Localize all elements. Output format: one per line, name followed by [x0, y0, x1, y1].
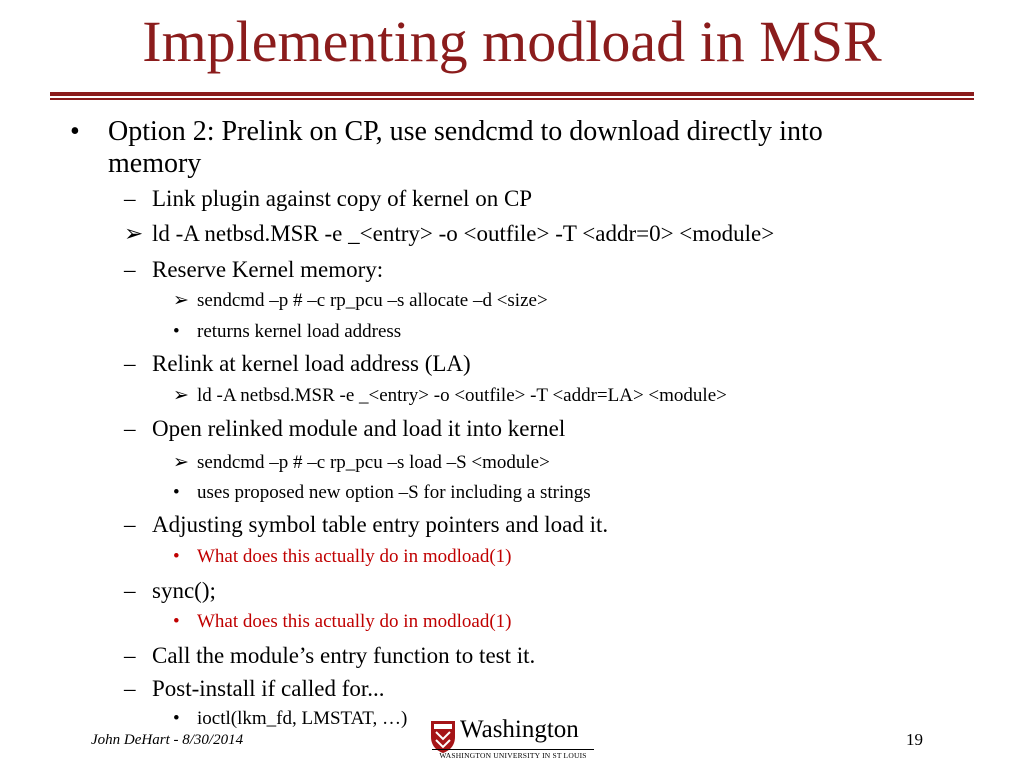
bullet-text: Reserve Kernel memory:	[152, 257, 384, 282]
bullet-link-plugin	[124, 184, 533, 213]
washington-university-logo	[430, 718, 594, 762]
bullet-question-2	[173, 609, 512, 635]
bullet-returns-address	[173, 319, 402, 345]
page-number: 19	[906, 730, 923, 749]
bullet-text: uses proposed new option –S for including a strings	[197, 482, 591, 503]
bullet-open-relinked	[124, 414, 566, 443]
bullet-adjust-symbols	[124, 510, 609, 539]
arrow-marker: ➢	[173, 290, 189, 311]
bullet-text-line-2: memory	[108, 148, 202, 179]
bullet-text: sync();	[152, 578, 216, 603]
bullet-option-2	[70, 116, 823, 180]
bullet-text: Open relinked module and load it into kernel	[152, 416, 566, 441]
dash-marker: –	[124, 351, 136, 376]
bullet-text: sendcmd –p # –c rp_pcu –s load –S <module>	[197, 452, 550, 473]
bullet-post-install	[124, 674, 385, 703]
footer-author: John DeHart - 8/30/2014	[91, 732, 244, 748]
bullet-text: What does this actually do in modload(1)	[197, 546, 512, 567]
dash-marker: –	[124, 676, 136, 701]
bullet-text: ioctl(lkm_fd, LMSTAT, …)	[197, 708, 408, 729]
bullet-marker: •	[173, 546, 180, 567]
dash-marker: –	[124, 416, 136, 441]
arrow-marker: ➢	[173, 385, 189, 406]
logo-wordmark: Washington	[460, 716, 579, 743]
bullet-reserve-memory	[124, 255, 384, 284]
bullet-text: Post-install if called for...	[152, 676, 385, 701]
bullet-text: Call the module’s entry function to test it.	[152, 643, 536, 668]
bullet-text: Adjusting symbol table entry pointers and load it.	[152, 512, 609, 537]
bullet-text: Link plugin against copy of kernel on CP	[152, 186, 533, 211]
arrow-marker: ➢	[173, 452, 189, 473]
bullet-text: ld -A netbsd.MSR -e _<entry> -o <outfile> -T <addr=0> <module>	[152, 221, 775, 246]
bullet-proposed-option	[173, 480, 591, 506]
bullet-sync	[124, 576, 216, 605]
bullet-text: ld -A netbsd.MSR -e _<entry> -o <outfile> -T <addr=LA> <module>	[197, 385, 727, 406]
bullet-text: What does this actually do in modload(1)	[197, 611, 512, 632]
bullet-question-1	[173, 544, 512, 570]
dash-marker: –	[124, 257, 136, 282]
bullet-ld-la-command	[173, 383, 727, 409]
bullet-ld-command	[124, 219, 775, 248]
bullet-marker: •	[173, 482, 180, 503]
bullet-relink	[124, 349, 471, 378]
bullet-call-entry	[124, 641, 536, 670]
dash-marker: –	[124, 512, 136, 537]
arrow-marker: ➢	[124, 221, 144, 246]
bullet-ioctl	[173, 706, 408, 732]
bullet-text: returns kernel load address	[197, 321, 402, 342]
dash-marker: –	[124, 643, 136, 668]
bullet-text: Relink at kernel load address (LA)	[152, 351, 471, 376]
dash-marker: –	[124, 186, 136, 211]
bullet-marker: •	[70, 116, 80, 147]
slide-title: Implementing modload in MSR	[142, 9, 882, 74]
logo-subtitle: WASHINGTON UNIVERSITY IN ST LOUIS	[439, 751, 587, 760]
bullet-marker: •	[173, 611, 180, 632]
bullet-text-line-1: Option 2: Prelink on CP, use sendcmd to download directly into	[108, 116, 823, 147]
bullet-marker: •	[173, 321, 180, 342]
bullet-text: sendcmd –p # –c rp_pcu –s allocate –d <size>	[197, 290, 548, 311]
bullet-marker: •	[173, 708, 180, 729]
bullet-sendcmd-allocate	[173, 288, 548, 314]
bullet-sendcmd-load	[173, 450, 550, 476]
logo-divider	[432, 749, 594, 750]
dash-marker: –	[124, 578, 136, 603]
